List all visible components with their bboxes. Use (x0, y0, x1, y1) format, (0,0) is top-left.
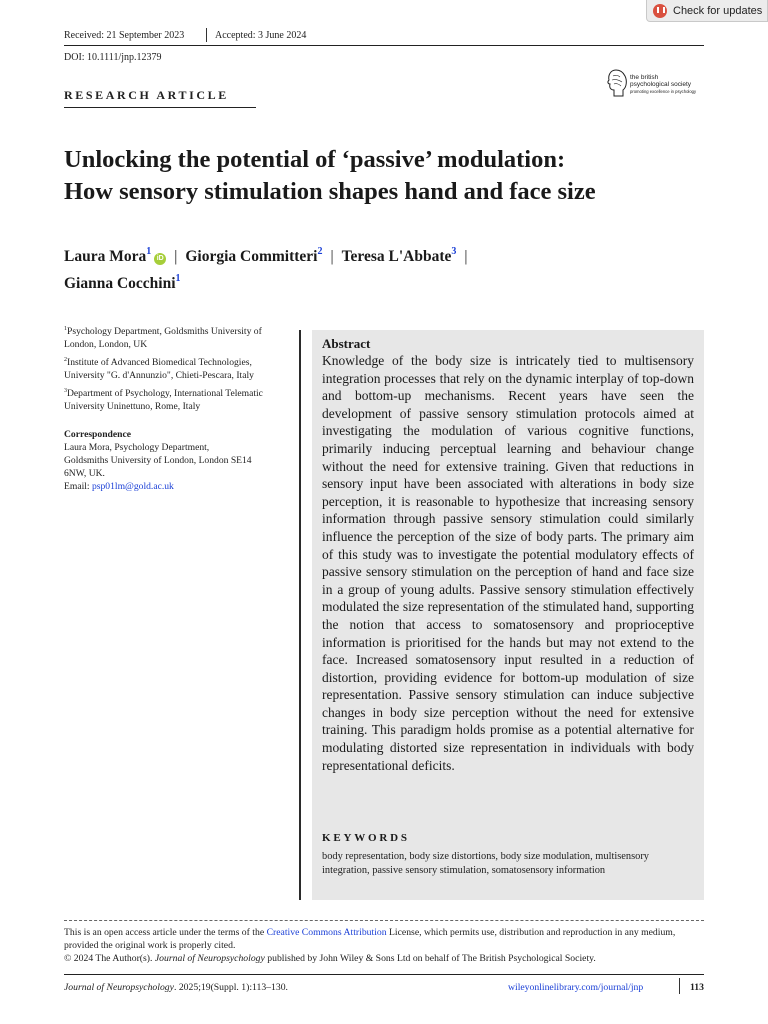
article-type-rule (64, 107, 256, 108)
bps-logo-tagline: promoting excellence in psychology (630, 89, 697, 94)
email-link[interactable]: psp01lm@gold.ac.uk (91, 481, 174, 492)
keywords-text: body representation, body size distortions, body size modulation, multisensory integration, passive sensory stimulation, somatosensory information (322, 851, 649, 876)
keywords-heading: KEYWORDS (322, 832, 410, 844)
author-list (64, 243, 704, 297)
abstract-heading: Abstract (322, 336, 371, 351)
email-label: Email: (64, 481, 92, 492)
article-type-label: RESEARCH ARTICLE (64, 88, 229, 102)
page-separator (679, 978, 680, 994)
affiliation (64, 356, 288, 382)
check-for-updates-label: Check for updates (673, 4, 763, 17)
correspondence-line: 6NW, UK. (64, 468, 105, 479)
license-link[interactable]: Creative Commons Attribution (266, 927, 387, 938)
affiliation-number: 1 (64, 326, 67, 332)
bps-logo (606, 66, 706, 102)
header-rule (64, 45, 704, 46)
bookmark-icon (653, 4, 667, 18)
affiliation-text: Institute of Advanced Biomedical Technologies, University "G. d'Annunzio", Chieti-Pescara, Italy (64, 357, 254, 381)
affiliation-number: 2 (64, 357, 67, 363)
abstract-text: Knowledge of the body size is intricately tied to multisensory integration processes that rely on the dynamic interplay of top-down and bottom-up mechanisms. Recent years have seen the development of passive sensory stimulation protocols aimed at investigating the modulation of various cognitive functions, primarily inducing perceptual learning and behaviour change without the need for extensive training. Given that reductions in sensory input have been associated with alterations in body size perception, it is reasonable to hypothesize that increasing sensory information through passive sensory stimulation could similarly influence the perception of the size of body parts. The primary aim of this study was to investigate the potential modulatory effects of passive sensory stimulation on the perception of hand and face size in a group of young adults. Passive sensory stimulation effectively modulated the size representation of the stimulated hand, supporting the notion that access to somatosensory and proprioceptive information is prioritised for the hands but may not extend to the face. Increased somatosensory input resulted in a reduction of distortion, providing evidence for bottom-up modulation of size representation. Passive sensory stimulation can induce subjective changes in body size perception without the need for extensive training. This paradigm holds promise as a potential alternative for modulating distorted size representation in individuals with body representational deficits. (322, 353, 694, 773)
license-note (64, 926, 704, 952)
affiliation-number: 3 (64, 388, 67, 394)
author-separator: | (330, 248, 334, 265)
author-affiliation-ref[interactable]: 3 (451, 246, 457, 257)
footer-dashed-rule (64, 920, 704, 921)
correspondence (64, 428, 288, 493)
author-name[interactable]: Laura Mora (64, 248, 147, 265)
article-title-line1: Unlocking the potential of ‘passive’ modulation: (64, 146, 566, 173)
journal-site-link[interactable]: wileyonlinelibrary.com/journal/jnp (508, 982, 644, 993)
affiliation-text: Psychology Department, Goldsmiths University of London, London, UK (64, 326, 262, 350)
check-for-updates-badge[interactable] (646, 0, 768, 22)
abstract-side-bar (299, 330, 301, 900)
correspondence-line: Laura Mora, Psychology Department, (64, 442, 210, 453)
journal-volume: . 2025;19(Suppl. 1):113–130. (173, 982, 288, 993)
copyright-text: published by John Wiley & Sons Ltd on behalf of The British Psychological Society. (264, 953, 596, 964)
journal-name: Journal of Neuropsychology (64, 982, 174, 993)
bps-logo-line1: the british (630, 74, 659, 81)
license-text: This is an open access article under the terms of the (64, 927, 267, 938)
author-affiliation-ref[interactable]: 2 (317, 246, 323, 257)
correspondence-heading: Correspondence (64, 429, 131, 440)
license-text: License, which permits use, distribution and reproduction in any medium, provided the original work is properly cited. (64, 927, 676, 951)
footer-rule (64, 974, 704, 975)
bps-logo-line2: psychological society (630, 81, 692, 88)
author-affiliation-ref[interactable]: 1 (175, 273, 181, 284)
author-name[interactable]: Teresa L'Abbate (341, 248, 452, 265)
affiliations (64, 325, 288, 418)
author-name[interactable]: Gianna Cocchini (64, 275, 176, 292)
journal-citation (64, 982, 288, 993)
article-title (64, 144, 724, 208)
orcid-icon[interactable]: iD (154, 253, 166, 265)
page-number: 113 (690, 982, 704, 993)
author-separator: | (464, 248, 468, 265)
copyright-note (64, 952, 704, 965)
copyright-journal: Journal of Neuropsychology (154, 953, 265, 964)
correspondence-line: Goldsmiths University of London, London SE14 (64, 455, 252, 466)
author-affiliation-ref[interactable]: 1 (146, 246, 152, 257)
affiliation (64, 387, 288, 413)
author-name[interactable]: Giorgia Committeri (185, 248, 318, 265)
meta-separator (206, 28, 207, 42)
doi: DOI: 10.1111/jnp.12379 (64, 52, 162, 63)
received-date: Received: 21 September 2023 (64, 30, 185, 41)
copyright-text: © 2024 The Author(s). (64, 953, 155, 964)
bps-head-logo-icon (606, 68, 628, 98)
article-title-line2: How sensory stimulation shapes hand and face size (64, 178, 596, 205)
author-separator: | (174, 248, 178, 265)
affiliation-text: Department of Psychology, International Telematic University Uninettuno, Rome, Italy (64, 388, 263, 412)
correspondence-email (64, 480, 288, 493)
accepted-date: Accepted: 3 June 2024 (215, 30, 307, 41)
affiliation (64, 325, 288, 351)
